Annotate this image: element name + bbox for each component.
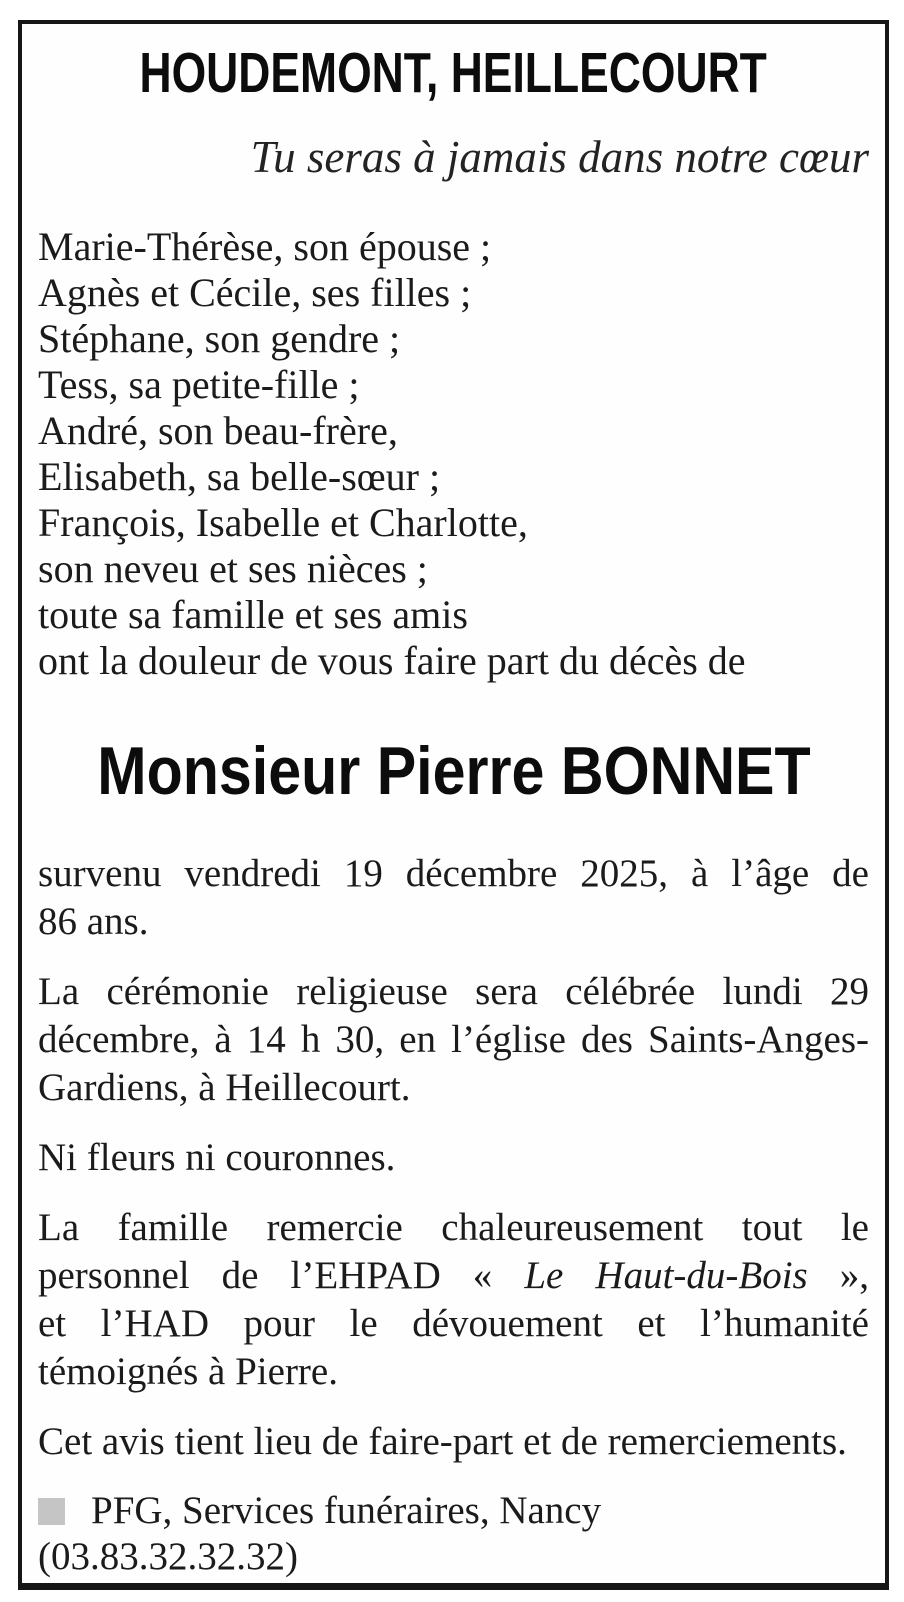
thanks-paragraph xyxy=(38,1204,869,1396)
funeral-home-name: PFG, Services funéraires, Nancy xyxy=(91,1489,602,1532)
family-line: François, Isabelle et Charlotte, xyxy=(38,500,528,545)
epitaph-line: Tu seras à jamais dans notre cœur xyxy=(250,132,869,182)
deceased-name: Monsieur Pierre BONNET xyxy=(96,733,811,809)
death-line: survenu vendredi 19 décembre 2025, à l’âge de xyxy=(38,852,869,895)
family-line: André, son beau-frère, xyxy=(38,408,398,453)
death-line: 86 ans. xyxy=(38,900,149,943)
family-list xyxy=(38,224,869,684)
ceremony-line: Gardiens, à Heillecourt. xyxy=(38,1066,411,1109)
family-line: Elisabeth, sa belle-sœur ; xyxy=(38,454,441,499)
thanks-line xyxy=(38,1252,869,1300)
ceremony-line: La cérémonie religieuse sera célébrée lundi 29 xyxy=(38,970,869,1013)
family-line: ont la douleur de vous faire part du décès de xyxy=(38,638,746,683)
family-line: Agnès et Cécile, ses filles ; xyxy=(38,270,472,315)
family-line: toute sa famille et ses amis xyxy=(38,592,468,637)
obituary-notice-frame xyxy=(18,20,889,1590)
closing-paragraph xyxy=(38,1418,869,1466)
deceased-name-row xyxy=(38,734,869,808)
thanks-line: et l’HAD pour le dévouement et l’humanité xyxy=(38,1302,869,1345)
thanks-line2-suffix: », xyxy=(807,1254,870,1297)
flowers-line: Ni fleurs ni couronnes. xyxy=(38,1136,396,1179)
closing-line: Cet avis tient lieu de faire-part et de remerciements. xyxy=(38,1420,847,1463)
funeral-home-line xyxy=(38,1488,869,1534)
thanks-line: témoignés à Pierre. xyxy=(38,1350,338,1393)
funeral-home-block xyxy=(38,1488,869,1580)
pfg-marker-square-icon xyxy=(38,1498,65,1525)
family-line: Tess, sa petite-fille ; xyxy=(38,362,360,407)
death-paragraph xyxy=(38,850,869,946)
flowers-paragraph xyxy=(38,1134,869,1182)
ceremony-line: décembre, à 14 h 30, en l’église des Saints-Anges- xyxy=(38,1018,869,1061)
family-line: Marie-Thérèse, son épouse ; xyxy=(38,224,492,269)
family-line: son neveu et ses nièces ; xyxy=(38,546,428,591)
thanks-line: La famille remercie chaleureusement tout le xyxy=(38,1206,869,1249)
thanks-line2-prefix: personnel de l’EHPAD « xyxy=(38,1254,525,1297)
family-line: Stéphane, son gendre ; xyxy=(38,316,401,361)
funeral-home-phone: (03.83.32.32.32) xyxy=(38,1535,298,1578)
ehpad-name-italic: Le Haut-du-Bois xyxy=(524,1254,808,1297)
towns-heading-row xyxy=(38,38,869,104)
towns-heading: HOUDEMONT, HEILLECOURT xyxy=(139,41,768,105)
ceremony-paragraph xyxy=(38,968,869,1112)
